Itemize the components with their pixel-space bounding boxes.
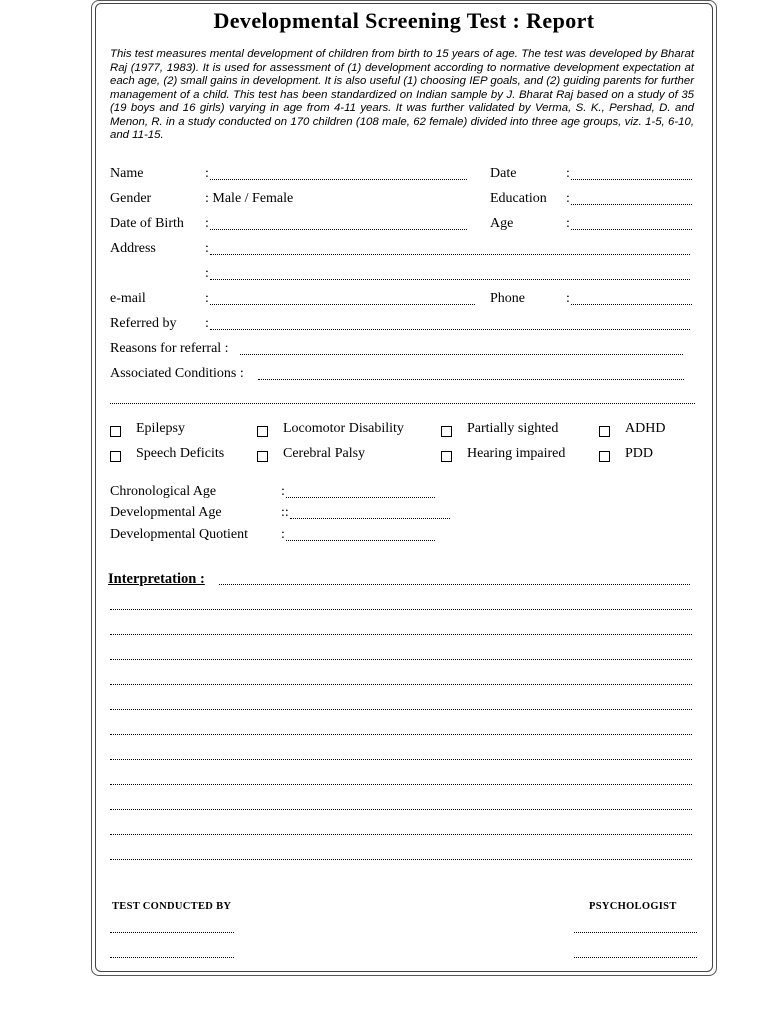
checkbox-pdd[interactable] [599, 451, 610, 462]
email-label: e-mail [110, 291, 146, 306]
checkbox-label: Cerebral Palsy [283, 446, 366, 461]
age-colon: : [566, 216, 570, 231]
developmental-quotient-colon: : [281, 527, 285, 542]
phone-label: Phone [490, 291, 525, 306]
email-colon: : [205, 291, 209, 306]
checkbox-label: Speech Deficits [136, 446, 225, 461]
conducted-by-signature-line[interactable] [110, 931, 234, 933]
name-colon: : [205, 166, 209, 181]
education-label: Education [490, 191, 547, 206]
checkbox-label: PDD [625, 446, 654, 461]
checkbox-label: ADHD [625, 421, 666, 436]
gender-options[interactable]: : Male / Female [205, 191, 294, 206]
address-colon: : [205, 241, 209, 256]
interpretation-line[interactable] [110, 808, 692, 810]
dob-field[interactable] [210, 228, 467, 230]
age-field[interactable] [571, 228, 692, 230]
address-field-2[interactable] [210, 278, 690, 280]
referred-by-field[interactable] [210, 328, 690, 330]
date-label: Date [490, 166, 517, 181]
developmental-quotient-label: Developmental Quotient [110, 527, 249, 542]
report-title: Developmental Screening Test : Report [213, 8, 595, 33]
developmental-age-field[interactable] [290, 517, 450, 519]
test-description: This test measures mental development of children from birth to 15 years of age. The test was developed by Bharat Raj (1977, 1983). It is used for assessment of (1) development according to normative development expectation at each age, (2) small gains in development. It is also useful (1) choosing IEP goals, and (2) guiding parents for further management of a child. This test has been standardized on Indian sample by J. Bharat Raj based on a study of 35 (19 boys and 16 girls) varying in age from 4-11 years. It was further validated by Verma, S. K., Pershad, D. and Menon, R. in a study conducted on 170 children (108 male, 62 female) divided into three age groups, viz. 1-5, 6-10, and 11-15. [110, 48, 694, 141]
interpretation-line[interactable] [110, 708, 692, 710]
checkbox-adhd[interactable] [599, 426, 610, 437]
chronological-age-label: Chronological Age [110, 484, 217, 499]
interpretation-line[interactable] [110, 633, 692, 635]
gender-label: Gender [110, 191, 152, 206]
interpretation-line[interactable] [110, 658, 692, 660]
developmental-age-label: Developmental Age [110, 505, 222, 520]
interpretation-line[interactable] [110, 608, 692, 610]
checkbox-epilepsy[interactable] [110, 426, 121, 437]
phone-field[interactable] [571, 303, 692, 305]
interpretation-line[interactable] [110, 733, 692, 735]
reasons-label: Reasons for referral : [110, 341, 229, 356]
interpretation-line[interactable] [110, 683, 692, 685]
dob-label: Date of Birth [110, 216, 184, 231]
checkbox-cerebral-palsy[interactable] [257, 451, 268, 462]
checkbox-speech-deficits[interactable] [110, 451, 121, 462]
referred-by-label: Referred by [110, 316, 177, 331]
checkbox-label: Hearing impaired [467, 446, 566, 461]
education-field[interactable] [571, 203, 692, 205]
associated-field-2[interactable] [110, 402, 695, 404]
conducted-by-name-line[interactable] [110, 956, 234, 958]
age-label: Age [490, 216, 514, 231]
name-label: Name [110, 166, 144, 181]
test-conducted-by-label: TEST CONDUCTED BY [112, 901, 232, 912]
reasons-field[interactable] [240, 353, 683, 355]
checkbox-locomotor-disability[interactable] [257, 426, 268, 437]
phone-colon: : [566, 291, 570, 306]
interpretation-line[interactable] [110, 758, 692, 760]
dob-colon: : [205, 216, 209, 231]
associated-field[interactable] [258, 378, 684, 380]
psychologist-name-line[interactable] [574, 956, 697, 958]
referred-by-colon: : [205, 316, 209, 331]
interpretation-line[interactable] [110, 783, 692, 785]
checkbox-label: Epilepsy [136, 421, 185, 436]
interpretation-line[interactable] [110, 858, 692, 860]
date-field[interactable] [571, 178, 692, 180]
checkbox-hearing-impaired[interactable] [441, 451, 452, 462]
developmental-age-colon: :: [281, 505, 289, 520]
checkbox-label: Locomotor Disability [283, 421, 404, 436]
interpretation-field[interactable] [219, 583, 690, 585]
education-colon: : [566, 191, 570, 206]
interpretation-heading: Interpretation : [108, 571, 205, 587]
chronological-age-field[interactable] [286, 496, 435, 498]
chronological-age-colon: : [281, 484, 285, 499]
checkbox-partially-sighted[interactable] [441, 426, 452, 437]
associated-label: Associated Conditions : [110, 366, 244, 381]
address-field-1[interactable] [210, 253, 690, 255]
checkbox-label: Partially sighted [467, 421, 559, 436]
developmental-quotient-field[interactable] [286, 539, 435, 541]
psychologist-label: PSYCHOLOGIST [589, 901, 677, 912]
psychologist-signature-line[interactable] [574, 931, 697, 933]
interpretation-line[interactable] [110, 833, 692, 835]
date-colon: : [566, 166, 570, 181]
email-field[interactable] [210, 303, 475, 305]
name-field[interactable] [210, 178, 467, 180]
address-colon-2: : [205, 266, 209, 281]
address-label: Address [110, 241, 156, 256]
